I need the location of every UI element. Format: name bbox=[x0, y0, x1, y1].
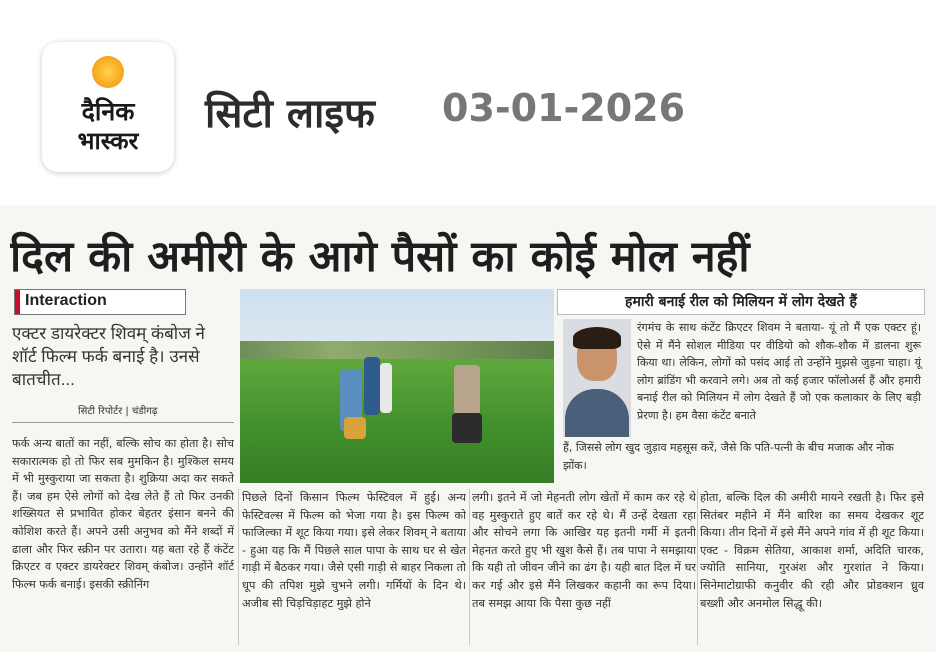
column-divider bbox=[697, 489, 698, 645]
tag-accent-bar bbox=[15, 290, 20, 314]
field-photo bbox=[240, 289, 554, 483]
author-portrait bbox=[563, 319, 631, 437]
photo-treeline bbox=[240, 341, 554, 361]
interaction-tag bbox=[14, 289, 186, 315]
photo-person bbox=[452, 413, 482, 443]
box-title: हमारी बनाई रील को मिलियन में लोग देखते हैं bbox=[557, 289, 925, 315]
article-column-2: पिछले दिनों किसान फिल्म फेस्टिवल में हुई। अन्य फेस्टिवल्स में फिल्म को भेजा गया है। इस फिल्म को फाजिल्का में शूट किया गया। इसे लेकर शिवम् ने बताया - हुआ यह कि मैं पिछले साल पापा के साथ घर से खेत गाड़ी में बैठकर गया। जैसे एसी गाड़ी से बाहर निकला तो धूप की तपिश मुझे चुभने लगी। गर्मियों के दिन थे। अजीब सी चिड़चिड़ाहट मुझे होने bbox=[242, 491, 466, 610]
section-title: सिटी लाइफ bbox=[205, 91, 375, 137]
photo-person bbox=[454, 365, 480, 415]
header bbox=[0, 0, 936, 205]
box-body-text-continued: हैं, जिससे लोग खुद जुड़ाव महसूस करें, जैसे कि पति-पत्नी के बीच मजाक और नोक झोंक। bbox=[563, 441, 894, 472]
dainik-bhaskar-logo[interactable] bbox=[42, 42, 174, 172]
photo-person bbox=[380, 363, 392, 413]
headline: दिल की अमीरी के आगे पैसों का कोई मोल नहीं bbox=[10, 232, 750, 282]
box-body-text: रंगमंच के साथ कंटेंट क्रिएटर शिवम ने बताया- यूं तो मैं एक एक्टर हूं। ऐसे में मैंने सोशल मीडिया पर वीडियो को शौक-शौक में डालना शुरू किया था। लेकिन, लोगों को पसंद आई तो उन्होंने मुझसे जुड़ना चाहा। यूं लोग ब्रांडिंग भी करवाने लगे। अब तो कई हजार फॉलोअर्स हैं और हमारी बनाई रील को मिलियन में लोग देखते हैं जो एक कलाकार के लिए बड़ी प्रेरणा है। हम वैसा कंटेंट बनाते bbox=[637, 321, 921, 422]
sidebar-box bbox=[557, 289, 923, 483]
divider bbox=[12, 422, 234, 423]
column-divider bbox=[469, 489, 470, 645]
photo-person bbox=[344, 417, 366, 439]
tag-label: Interaction bbox=[25, 292, 107, 309]
article-column-3: लगी। इतने में जो मेहनती लोग खेतों में काम कर रहे थे वह मुस्कुराते हुए बातें कर रहे थे। मैं उन्हें देखता रहा और सोचने लगा कि आखिर यह इतनी गर्मी में इतनी मेहनत करते हुए भी खुश कैसे हैं। तब पापा ने समझाया कि यही तो जीवन जीने का ढंग है। यही बात दिल में घर कर गई और इसे मैंने लिखकर कहानी का रूप दिया। तब समझ आया कि पैसा कुछ नहीं bbox=[472, 491, 696, 610]
photo-person bbox=[364, 357, 380, 415]
edition-date: 03-01-2026 bbox=[442, 86, 686, 130]
intro-text: एक्टर डायरेक्टर शिवम् कंबोज ने शॉर्ट फिल्म फर्क बनाई है। उनसे बातचीत... bbox=[12, 324, 205, 389]
sun-icon bbox=[92, 56, 124, 88]
article-column-1: फर्क अन्य बातों का नहीं, बल्कि सोच का होता है। सोच सकारात्मक हो तो फिर सब मुमकिन है। मुश्किल समय में भी मुस्कुराया जा सकता है। शुक्रिया अदा कर सकते हैं। जब हम ऐसे लोगों को देख लेते हैं तो फिर उनकी शख्सियत से प्रभावित होकर बेहतर इंसान बनने की कोशिश करते हैं। अपने उसी अनुभव को मैंने शब्दों में ढाला और फिर स्क्रीन पर उतारा। यह बता रहे हैं कंटेंट क्रिएटर व एक्टर डायरेक्टर शिवम् कंबोज। उन्होंने शॉर्ट फिल्म फर्क बनाई। इसकी स्क्रीनिंग bbox=[12, 437, 234, 591]
logo-text-line1: दैनिक bbox=[81, 97, 135, 126]
photo-paddy-field bbox=[240, 359, 554, 483]
byline: सिटी रिपोर्टर | चंडीगढ़ bbox=[78, 406, 158, 417]
newspaper-clipping bbox=[0, 205, 936, 652]
article-column-4: होता, बल्कि दिल की अमीरी मायने रखती है। फिर इसे सितंबर महीने में मैंने बारिश का समय देखकर शूट किया। तीन दिनों में इसे मैंने अपने गांव में ही शूट किया। एक्ट - विक्रम सेतिया, आकाश शर्मा, अदिति चारक, ज्योति सानिया, गुरअंश और गुरशांत ने किया। सिनेमाटोग्राफी कनुवीर की रही और प्रोडक्शन ध्रुव बख्शी और अनमोल सिद्धू की। bbox=[700, 491, 924, 610]
portrait-body bbox=[565, 389, 629, 437]
portrait-hair bbox=[573, 327, 621, 349]
logo-text-line2: भास्कर bbox=[77, 127, 139, 155]
column-divider bbox=[238, 489, 239, 645]
